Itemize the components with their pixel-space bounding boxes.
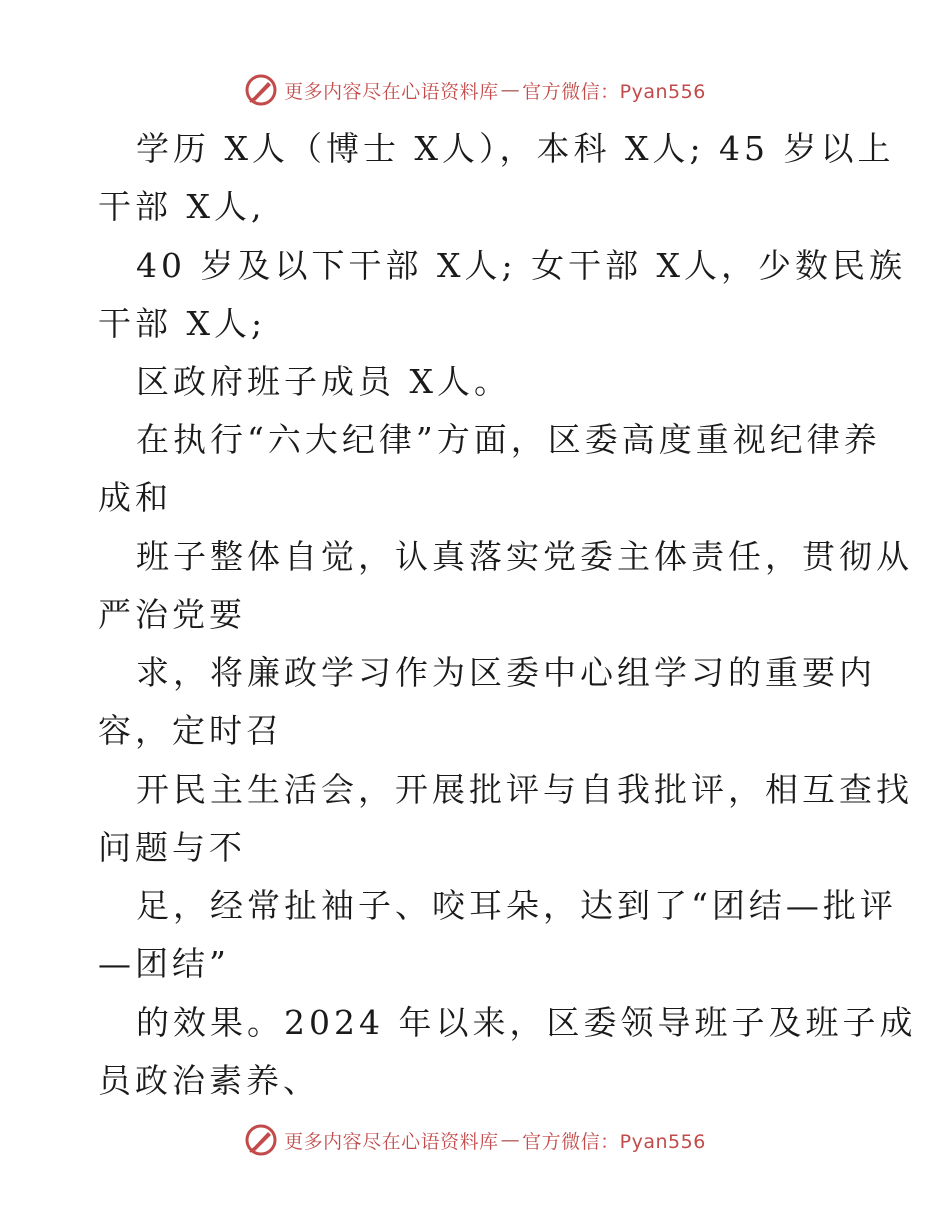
paragraph-line: 容，定时召 xyxy=(98,711,283,750)
paragraph-line: 严治党要 xyxy=(98,595,246,634)
paragraph-line: 员政治素养、 xyxy=(98,1061,320,1100)
paragraph-line: 开民主生活会，开展批评与自我批评，相互查找 xyxy=(136,770,913,809)
paragraph-line: 40 岁及以下干部 X人; 女干部 X人，少数民族 xyxy=(136,246,907,285)
paragraph-line: —团结” xyxy=(98,944,230,983)
paragraph-line: 干部 X人; xyxy=(98,304,267,343)
footer-watermark-banner xyxy=(0,1120,950,1160)
banner-contact-text: 官方微信：Pyan556 xyxy=(522,1130,706,1153)
paragraph-line: 在执行“六大纪律”方面，区委高度重视纪律养 xyxy=(136,420,881,459)
paragraph-line: 班子整体自觉，认真落实党委主体责任，贯彻从 xyxy=(136,537,913,576)
paragraph-line: 足，经常扯袖子、咬耳朵，达到了“团结—批评 xyxy=(136,886,897,925)
banner-main-text: 更多内容尽在心语资料库 xyxy=(284,1130,499,1153)
banner-main-text: 更多内容尽在心语资料库 xyxy=(284,80,499,103)
banner-contact-text: 官方微信：Pyan556 xyxy=(522,80,706,103)
paragraph-line: 问题与不 xyxy=(98,828,246,867)
banner-separator: — xyxy=(500,1129,521,1151)
paragraph-line: 的效果。2024 年以来，区委领导班子及班子成 xyxy=(136,1003,917,1042)
quill-logo-icon xyxy=(244,73,278,107)
paragraph-line: 成和 xyxy=(98,478,172,517)
quill-logo-icon xyxy=(244,1123,278,1157)
paragraph-line: 区政府班子成员 X人。 xyxy=(136,362,511,401)
header-watermark-banner xyxy=(0,70,950,110)
paragraph-line: 学历 X人（博士 X人），本科 X人; 45 岁以上 xyxy=(136,129,895,168)
paragraph-line: 求，将廉政学习作为区委中心组学习的重要内 xyxy=(136,653,876,692)
banner-separator: — xyxy=(500,79,521,101)
paragraph-line: 干部 X人, xyxy=(98,187,266,226)
